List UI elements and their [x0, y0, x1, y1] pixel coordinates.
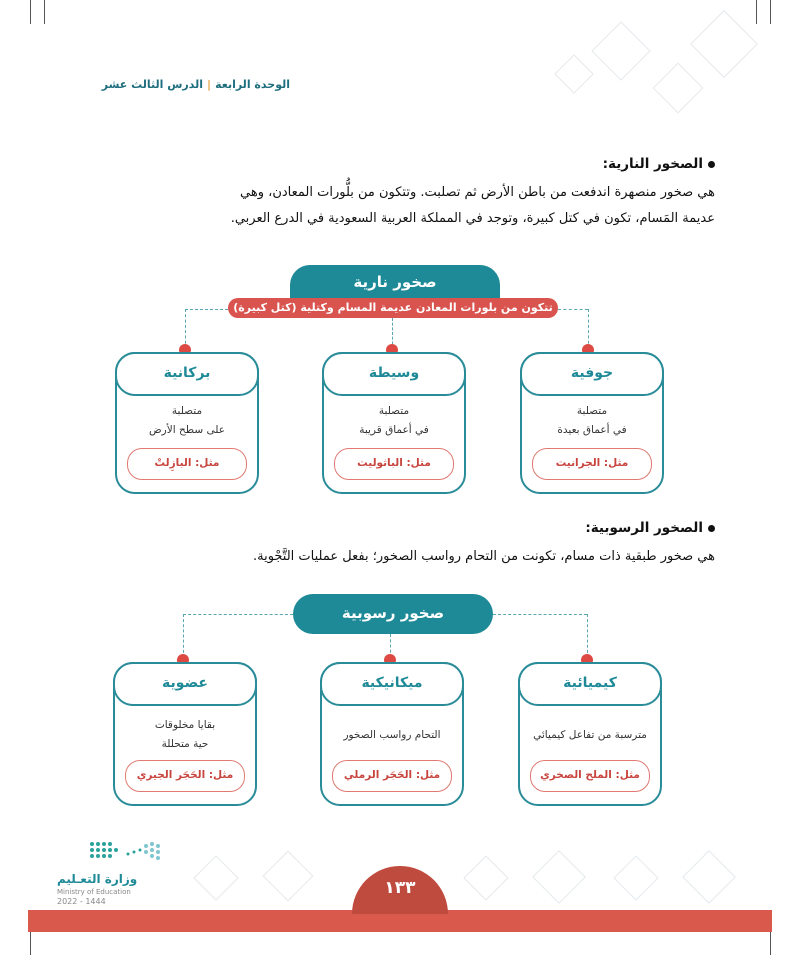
card-desc-line: حية متحللة: [161, 738, 209, 750]
card-example: مثل: الملح الصخري: [530, 760, 650, 792]
igneous-card-plutonic: [520, 352, 664, 494]
connector-line: [185, 309, 228, 310]
card-title: وسيطة: [322, 352, 466, 396]
crop-mark: [30, 931, 31, 955]
igneous-heading-text: الصخور النارية:: [602, 156, 703, 172]
card-example: مثل: البازِلتْ: [127, 448, 247, 480]
card-example: مثل: الحَجَر الرملي: [332, 760, 452, 792]
connector-line: [558, 309, 588, 310]
decorative-diamond: [613, 855, 658, 900]
card-desc-line: التحام رواسب الصخور: [343, 729, 441, 741]
decorative-diamond: [193, 855, 238, 900]
bullet-icon: [708, 525, 715, 532]
igneous-root-node: صخور نارية: [290, 265, 500, 301]
card-example: مثل: الجرانيت: [532, 448, 652, 480]
ministry-name-ar: وزارة التعـليم: [57, 872, 138, 886]
unit-label: الوحدة الرابعة: [215, 78, 290, 91]
decorative-diamond: [682, 850, 736, 904]
connector-line: [183, 614, 184, 658]
decorative-diamond: [463, 855, 508, 900]
connector-line: [588, 309, 589, 349]
connector-line: [587, 614, 588, 658]
ministry-name-en: Ministry of Education: [57, 888, 131, 896]
card-description: [328, 726, 456, 745]
crop-mark: [30, 0, 31, 24]
decorative-diamond: [554, 54, 594, 94]
edition-year: 2022 - 1444: [57, 897, 106, 906]
crop-mark: [44, 0, 45, 24]
card-description: [526, 726, 654, 745]
decorative-diamond: [591, 21, 650, 80]
decorative-diamond: [690, 10, 758, 78]
card-desc-line: متصلبة: [171, 405, 203, 417]
crop-mark: [770, 931, 771, 955]
breadcrumb-separator: |: [207, 78, 212, 91]
card-title: عضوية: [113, 662, 257, 706]
card-title: كيميائية: [518, 662, 662, 706]
card-title: جوفية: [520, 352, 664, 396]
breadcrumb: [100, 78, 290, 91]
card-desc-line: مترسبة من تفاعل كيميائي: [533, 729, 647, 741]
igneous-heading: [603, 156, 715, 172]
card-desc-line: متصلبة: [378, 405, 410, 417]
bullet-icon: [708, 161, 715, 168]
crop-mark: [770, 0, 771, 24]
card-desc-line: متصلبة: [576, 405, 608, 417]
igneous-card-volcanic: [115, 352, 259, 494]
sedimentary-card-organic: [113, 662, 257, 806]
connector-line: [185, 309, 186, 349]
card-description: [528, 402, 656, 440]
card-desc-line: بقايا مخلوقات: [154, 719, 216, 731]
sedimentary-heading-text: الصخور الرسوبية:: [585, 520, 703, 536]
lesson-label: الدرس الثالث عشر: [101, 78, 204, 91]
sedimentary-paragraph: هي صخور طبقية ذات مسام، تكونت من التحام رواسب الصخور؛ بفعل عمليات التَّجْوية.: [252, 549, 715, 564]
card-example: مثل: الباثوليت: [334, 448, 454, 480]
igneous-paragraph-line1: هي صخور منصهرة اندفعت من باطن الأرض ثم تصلبت. وتتكون من بلُّورات المعادن، وهي: [240, 185, 715, 200]
sedimentary-card-chemical: [518, 662, 662, 806]
card-example: مثل: الحَجَر الجيري: [125, 760, 245, 792]
card-desc-line: في أعماق قريبة: [359, 424, 429, 436]
decorative-diamond: [263, 851, 314, 902]
card-title: ميكانيكية: [320, 662, 464, 706]
card-desc-line: في أعماق بعيدة: [557, 424, 627, 436]
card-title: بركانية: [115, 352, 259, 396]
igneous-subtitle-bar: تتكون من بلورات المعادن عديمة المسام وكتلية (كتل كبيرة): [228, 298, 558, 318]
connector-line: [183, 614, 293, 615]
decorative-diamond: [653, 63, 704, 114]
igneous-paragraph-line2: عديمة المَسام، تكون في كتل كبيرة، وتوجد في المملكة العربية السعودية في الدرع العربي.: [230, 211, 715, 226]
page-number: ١٣٣: [352, 866, 448, 914]
igneous-card-intermediate: [322, 352, 466, 494]
sedimentary-heading: [585, 520, 715, 536]
card-desc-line: على سطح الأرض: [148, 424, 226, 436]
connector-line: [493, 614, 587, 615]
card-description: [121, 716, 249, 754]
card-description: [330, 402, 458, 440]
decorative-diamond: [532, 850, 586, 904]
crop-mark: [756, 0, 757, 24]
card-description: [123, 402, 251, 440]
sedimentary-card-mechanical: [320, 662, 464, 806]
ministry-logo-icon: [88, 838, 168, 864]
sedimentary-root-node: صخور رسوبية: [293, 594, 493, 634]
